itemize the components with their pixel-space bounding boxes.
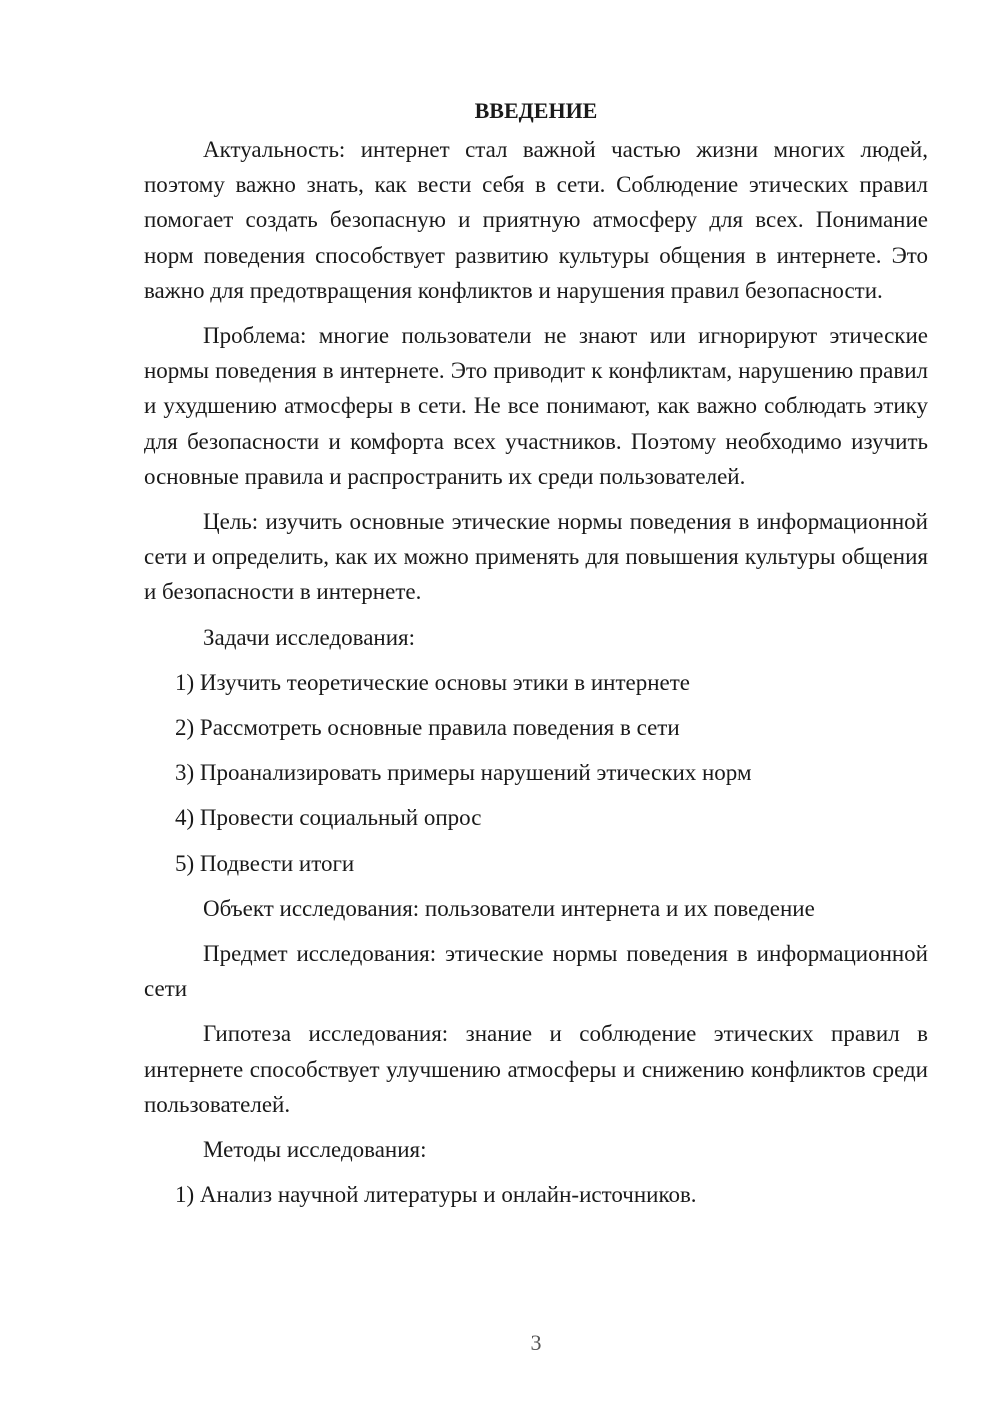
list-item: 2) Рассмотреть основные правила поведения в сети	[175, 715, 680, 741]
paragraph-hypothesis: Гипотеза исследования: знание и соблюдение этических правил в интернете способствует улучшению атмосферы и снижению конфликтов среди пользователей.	[144, 1021, 928, 1117]
list-item: 1) Изучить теоретические основы этики в интернете	[175, 669, 690, 695]
list-item: 4) Провести социальный опрос	[175, 805, 482, 831]
list-item: 3) Проанализировать примеры нарушений этических норм	[175, 760, 752, 786]
page-content	[144, 94, 928, 1222]
list-item: 1) Анализ научной литературы и онлайн-источников.	[175, 1182, 697, 1208]
tasks-title: Задачи исследования:	[203, 624, 416, 650]
methods-list	[144, 1177, 928, 1212]
page-number: 3	[530, 1330, 542, 1355]
paragraph-relevance: Актуальность: интернет стал важной частью жизни многих людей, поэтому важно знать, как вести себя в сети. Соблюдение этических правил помогает создать безопасную и приятную атмосферу для всех. Понимание норм поведения способствует развитию культуры общения в интернете. Это важно для предотвращения конфликтов и нарушения правил безопасности.	[144, 137, 928, 303]
tasks-list	[144, 665, 928, 881]
page-heading: ВВЕДЕНИЕ	[474, 98, 598, 123]
paragraph-problem: Проблема: многие пользователи не знают или игнорируют этические нормы поведения в интернете. Это приводит к конфликтам, нарушению правил и ухудшению атмосферы в сети. Не все понимают, как важно соблюдать этику для безопасности и комфорта всех участников. Поэтому необходимо изучить основные правила и распространить их среди пользователей.	[144, 323, 928, 489]
paragraph-object: Объект исследования: пользователи интернета и их поведение	[203, 895, 815, 921]
paragraph-goal: Цель: изучить основные этические нормы поведения в информационной сети и определить, как их можно применять для повышения культуры общения и безопасности в интернете.	[144, 509, 928, 605]
methods-title: Методы исследования:	[203, 1137, 427, 1163]
paragraph-subject: Предмет исследования: этические нормы поведения в информационной сети	[144, 941, 928, 1002]
list-item: 5) Подвести итоги	[175, 850, 355, 876]
